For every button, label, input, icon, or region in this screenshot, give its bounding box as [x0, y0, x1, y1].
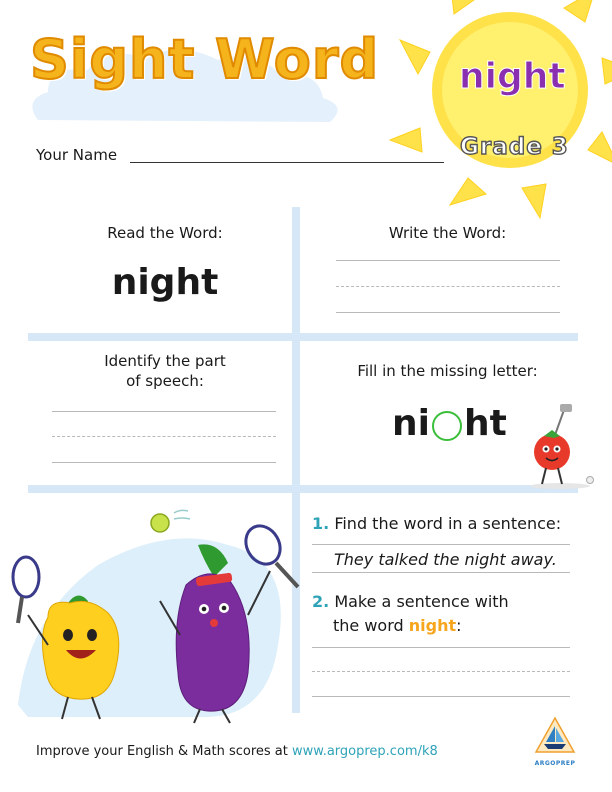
- footer-text: Improve your English & Math scores at: [36, 744, 288, 759]
- write-line-bottom[interactable]: [336, 312, 560, 313]
- page-title: Sight Word: [30, 28, 380, 91]
- task-2-number: 2.: [312, 592, 330, 611]
- name-label: Your Name: [36, 146, 118, 164]
- task-2-text-line1: Make a sentence with: [334, 592, 509, 611]
- task-1-text: Find the word in a sentence:: [334, 514, 562, 533]
- missing-word-end: ht: [463, 402, 507, 444]
- part-of-speech-label-2: of speech:: [126, 372, 204, 390]
- part-of-speech-label-1: Identify the part: [104, 352, 226, 370]
- ship-icon: [530, 716, 580, 756]
- speech-line-middle[interactable]: [52, 436, 276, 437]
- speech-line-top[interactable]: [52, 411, 276, 412]
- name-field[interactable]: [130, 162, 444, 163]
- answer-line-top[interactable]: [312, 647, 570, 648]
- footer-url[interactable]: www.argoprep.com/k8: [291, 744, 438, 759]
- vegetables-tennis-illustration: [8, 505, 308, 730]
- answer-line-bottom[interactable]: [312, 696, 570, 697]
- missing-letter-word: [392, 402, 507, 444]
- missing-letter-circle[interactable]: [432, 411, 462, 441]
- task-1: [312, 514, 561, 533]
- logo-text: ARGOPREP: [534, 760, 576, 767]
- task-2: [312, 592, 509, 611]
- grid-divider-horizontal-1: [28, 333, 578, 341]
- read-word-label: Read the Word:: [107, 224, 223, 242]
- footer: [36, 744, 438, 759]
- tomato-golfer-illustration: [516, 402, 596, 492]
- sun-illustration: [380, 0, 612, 220]
- grade-label: Grade 3: [460, 134, 569, 160]
- missing-word-start: ni: [392, 402, 430, 444]
- sentence-line-bottom: [312, 572, 570, 573]
- answer-line-middle[interactable]: [312, 671, 570, 672]
- sentence-line-top: [312, 544, 570, 545]
- task-1-number: 1.: [312, 514, 330, 533]
- task-2-colon: :: [456, 616, 462, 635]
- sight-word-badge: night: [459, 56, 566, 97]
- write-line-top[interactable]: [336, 260, 560, 261]
- write-word-label: Write the Word:: [388, 224, 507, 242]
- task-2-text-line2-prefix: the word: [333, 616, 404, 635]
- grid-divider-horizontal-2: [28, 485, 578, 493]
- task-2-highlight-word: night: [408, 616, 457, 635]
- missing-letter-label: Fill in the missing letter:: [357, 362, 538, 380]
- example-sentence: They talked the night away.: [334, 550, 557, 569]
- read-word: night: [111, 262, 219, 303]
- write-line-middle[interactable]: [336, 286, 560, 287]
- speech-line-bottom[interactable]: [52, 462, 276, 463]
- argoprep-logo: [530, 716, 580, 770]
- task-2-line2: [333, 616, 462, 635]
